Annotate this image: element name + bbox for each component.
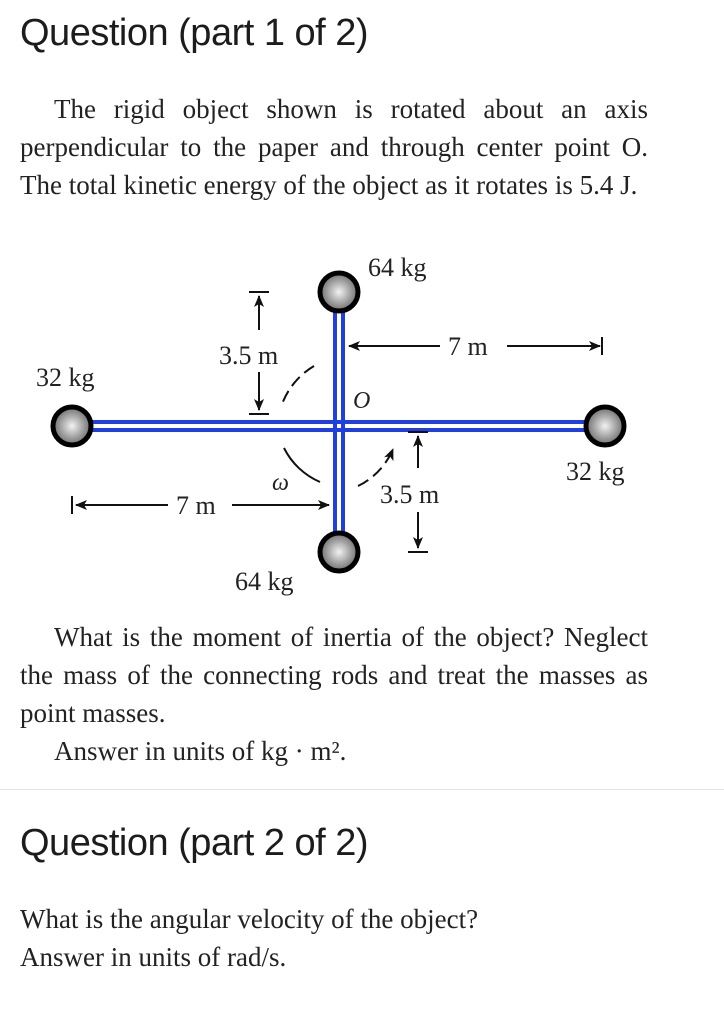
mass-right: [586, 407, 624, 445]
part2-answer-units: Answer in units of rad/s.: [20, 942, 287, 972]
dimension-right-label: 7 m: [448, 332, 488, 361]
dimension-bottom-label: 3.5 m: [380, 480, 440, 509]
part1-question: What is the moment of inertia of the object? Neglect the mass of the connecting rods and treat the masses as point masses. Answer in units of kg · m².: [20, 618, 648, 770]
mass-top-label: 64 kg: [368, 253, 427, 282]
rigid-object-diagram: [0, 240, 724, 612]
part1-intro: The rigid object shown is rotated about an axis perpendicular to the paper and through center point O. The total kinetic energy of the object as it rotates is 5.4 J.: [20, 94, 648, 200]
dimension-top-label: 3.5 m: [219, 341, 279, 370]
mass-bottom-label: 64 kg: [235, 567, 294, 596]
mass-left: [53, 407, 91, 445]
part2-question: What is the angular velocity of the object? Answer in units of rad/s.: [20, 900, 648, 976]
dimension-left-label: 7 m: [176, 491, 216, 520]
part1-answer-units: Answer in units of kg · m².: [54, 736, 347, 766]
part2-heading: Question (part 2 of 2): [20, 822, 369, 864]
part1-heading: Question (part 1 of 2): [20, 12, 369, 54]
mass-bottom: [320, 533, 358, 571]
mass-top: [320, 273, 358, 311]
mass-right-label: 32 kg: [566, 457, 625, 486]
mass-left-label: 32 kg: [36, 363, 95, 392]
omega-label: ω: [272, 470, 289, 496]
section-divider: [0, 789, 724, 790]
center-point-label: O: [353, 388, 371, 414]
